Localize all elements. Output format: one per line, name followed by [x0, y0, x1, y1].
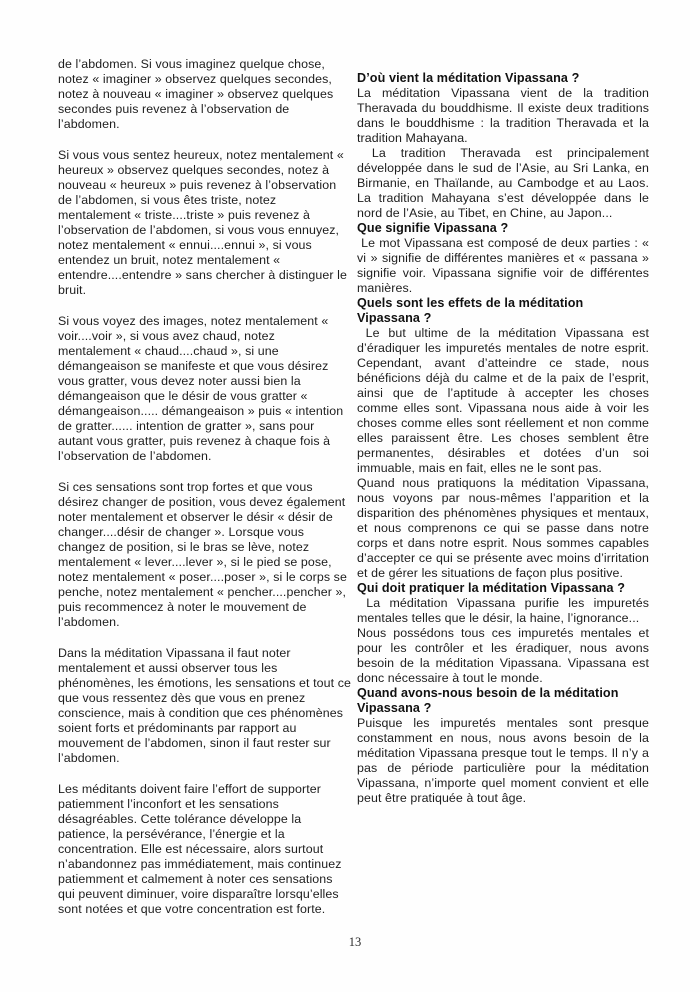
right-column [357, 71, 649, 806]
paragraph: Quand nous pratiquons la méditation Vipassana, nous voyons par nous-mêmes l’apparition et la disparition des phénomènes physiques et mentaux, et nous comprenons ce qui se passe dans notre corps et dans notre esprit. Nous sommes capables d’accepter ce qui se présente avec moins d’irritation et de gérer les situations de façon plus positive. [357, 476, 649, 580]
paragraph: La méditation Vipassana purifie les impuretés mentales telles que le désir, la haine, l’ignorance... [357, 596, 649, 625]
paragraph: Les méditants doivent faire l’effort de supporter patiemment l’inconfort et les sensations désagréables. Cette tolérance développe la patience, la persévérance, l’énergie et la concentration. Elle est nécessaire, alors surtout n’abandonnez pas immédiatement, mais continuez patiemment et calmement à noter ces sensations qui peuvent diminuer, voire disparaître lorsqu’elles sont notées et que votre concentration est forte. [58, 782, 342, 916]
paragraph: Dans la méditation Vipassana il faut noter mentalement et aussi observer tous les phénomènes, les émotions, les sensations et tout ce que vous ressentez dès que vous en prenez conscience, mais à condition que ces phénomènes soient forts et prédominants par rapport au mouvement de l’abdomen, sinon il faut rester sur l’abdomen. [58, 646, 352, 765]
paragraph: Si ces sensations sont trop fortes et que vous désirez changer de position, vous devez également noter mentalement et observer le désir « désir de changer....désir de changer ». Lorsque vous changez de position, si le bras se lève, notez mentalement « lever....lever », si le pied se pose, notez mentalement « poser....poser », si le corps se penche, notez mentalement « pencher....pencher », puis recommencez à noter le mouvement de l’abdomen. [58, 480, 347, 629]
left-column [58, 57, 351, 917]
paragraph: Le but ultime de la méditation Vipassana est d’éradiquer les impuretés mentales de notre esprit. Cependant, avant d’atteindre ce stade, nous bénéficions déjà du calme et de la paix de l’esprit, ainsi que de l’aptitude à accepter les choses comme elles sont. Vipassana nous aide à voir les choses comme elles sont réellement et non comme elles paraissent être. Les choses semblent être permanentes, désirables et dotées d’un soi immuable, mais en fait, elles ne le sont pas. [357, 326, 649, 475]
section-heading-meaning: Que signifie Vipassana ? [357, 221, 509, 235]
paragraph: Le mot Vipassana est composé de deux parties : « vi » signifie de différentes manières et « passana » signifie voir. Vipassana signifie voir de différentes manières. [357, 236, 649, 295]
section-heading-effects: Quels sont les effets de la méditation Vipassana ? [357, 296, 584, 325]
paragraph: Puisque les impuretés mentales sont presque constamment en nous, nous avons besoin de la méditation Vipassana presque tout le temps. Il n’y a pas de période particulière pour la méditation Vipassana, n’importe quel moment convient et elle peut être pratiquée à tout âge. [357, 716, 649, 805]
section-heading-origin: D’où vient la méditation Vipassana ? [357, 71, 580, 85]
section-heading-who: Qui doit pratiquer la méditation Vipassana ? [357, 581, 625, 595]
paragraph: Nous possédons tous ces impuretés mentales et pour les contrôler et les éradiquer, nous avons besoin de la méditation Vipassana. Vipassana est donc nécessaire à tout le monde. [357, 626, 649, 685]
paragraph: de l’abdomen. Si vous imaginez quelque chose, notez « imaginer » observez quelques secondes, notez à nouveau « imaginer » observez quelques secondes puis revenez à l’observation de l’abdomen. [58, 57, 334, 131]
paragraph: La méditation Vipassana vient de la tradition Theravada du bouddhisme. Il existe deux traditions dans le bouddhisme : la tradition Theravada et la tradition Mahayana. [357, 86, 649, 145]
paragraph: Si vous voyez des images, notez mentalement « voir....voir », si vous avez chaud, notez mentalement « chaud....chaud », si une démangeaison se manifeste et que vous désirez vous gratter, vous devez noter aussi bien la démangeaison que le désir de vous gratter « démangeaison..... démangeaison » puis « intention de gratter...... intention de gratter », sans pour autant vous gratter, puis revenez à chaque fois à l’observation de l’abdomen. [58, 314, 344, 463]
paragraph: Si vous vous sentez heureux, notez mentalement « heureux » observez quelques secondes, notez à nouveau « heureux » puis revenez à l’observation de l’abdomen, si vous êtes triste, notez mentalement « triste....triste » puis revenez à l’observation de l’abdomen, si vous vous ennuyez, notez mentalement « ennui....ennui », si vous entendez un bruit, notez mentalement « entendre....entendre » sans chercher à distinguer le bruit. [58, 148, 347, 297]
section-heading-when: Quand avons-nous besoin de la méditation Vipassana ? [357, 686, 619, 715]
page-number: 13 [348, 935, 362, 949]
paragraph: La tradition Theravada est principalement développée dans le sud de l’Asie, au Sri Lanka, en Birmanie, en Thaïlande, au Cambodge et au Laos. La tradition Mahayana s’est développée dans le nord de l’Asie, au Tibet, en Chine, au Japon... [357, 146, 649, 220]
